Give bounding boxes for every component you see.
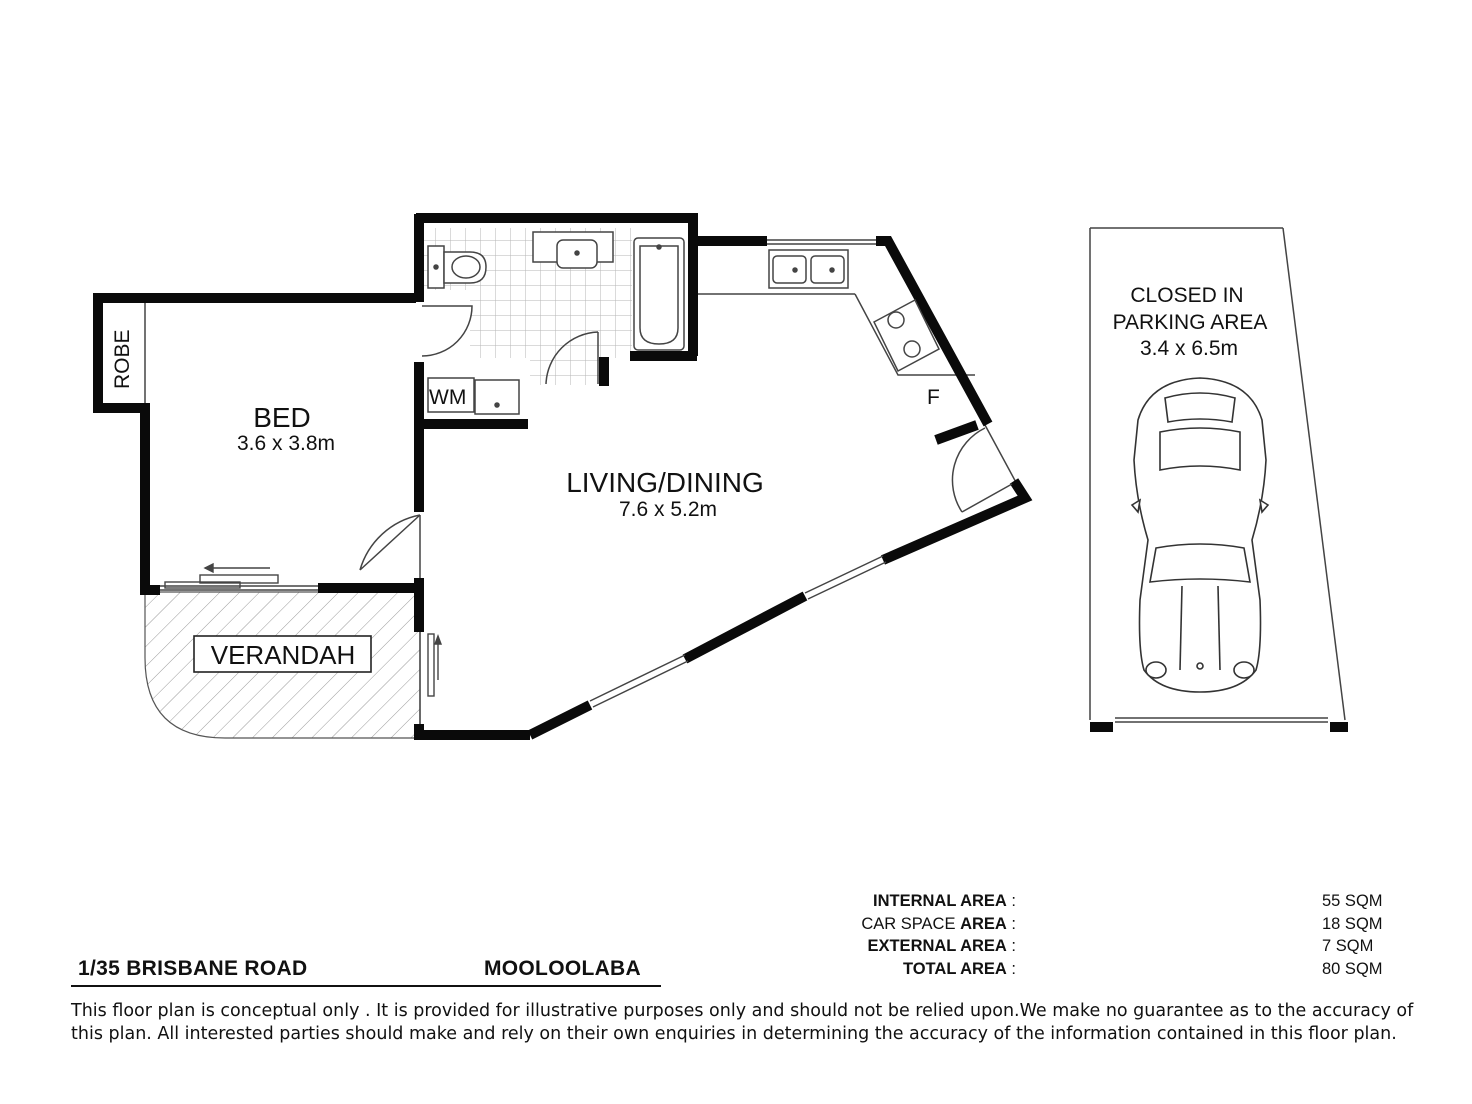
bed-size: 3.6 x 3.8m	[236, 432, 336, 455]
living-size: 7.6 x 5.2m	[618, 498, 718, 521]
address-suburb: MOOLOOLABA	[484, 957, 641, 980]
kitchen-fixtures	[769, 250, 939, 371]
parking-label-line2: PARKING AREA	[1112, 311, 1268, 334]
living-label: LIVING/DINING	[566, 467, 764, 498]
wm-label: WM	[429, 386, 467, 409]
address-underline	[71, 985, 661, 987]
bed-label: BED	[253, 402, 311, 433]
address-street: 1/35 BRISBANE ROAD	[78, 957, 308, 980]
area-value: 80 SQM	[1322, 959, 1383, 978]
disclaimer-text: This floor plan is conceptual only . It is provided for illustrative purposes only and should not be relied upon.We make no guarantee as to the accuracy of this plan. All interested parties should make and rely on their own enquiries in determining the accuracy of the information contained in this floor plan.	[71, 1001, 1414, 1044]
area-label: INTERNAL AREA :	[872, 892, 1016, 910]
area-value: 55 SQM	[1322, 892, 1383, 910]
area-value: 7 SQM	[1322, 937, 1374, 955]
verandah-sliding-door	[428, 634, 441, 696]
area-label: TOTAL AREA :	[902, 959, 1016, 978]
car-icon	[1132, 378, 1268, 692]
robe-label: ROBE	[111, 329, 134, 389]
fridge-label: F	[927, 386, 940, 409]
sliding-door	[165, 564, 278, 588]
verandah-label: VERANDAH	[210, 640, 356, 670]
area-label: CAR SPACE AREA :	[861, 914, 1016, 933]
area-label: EXTERNAL AREA :	[867, 937, 1016, 955]
parking-label-line1: CLOSED IN	[1130, 284, 1244, 307]
parking-size: 3.4 x 6.5m	[1139, 337, 1239, 360]
area-value: 18 SQM	[1322, 914, 1383, 933]
